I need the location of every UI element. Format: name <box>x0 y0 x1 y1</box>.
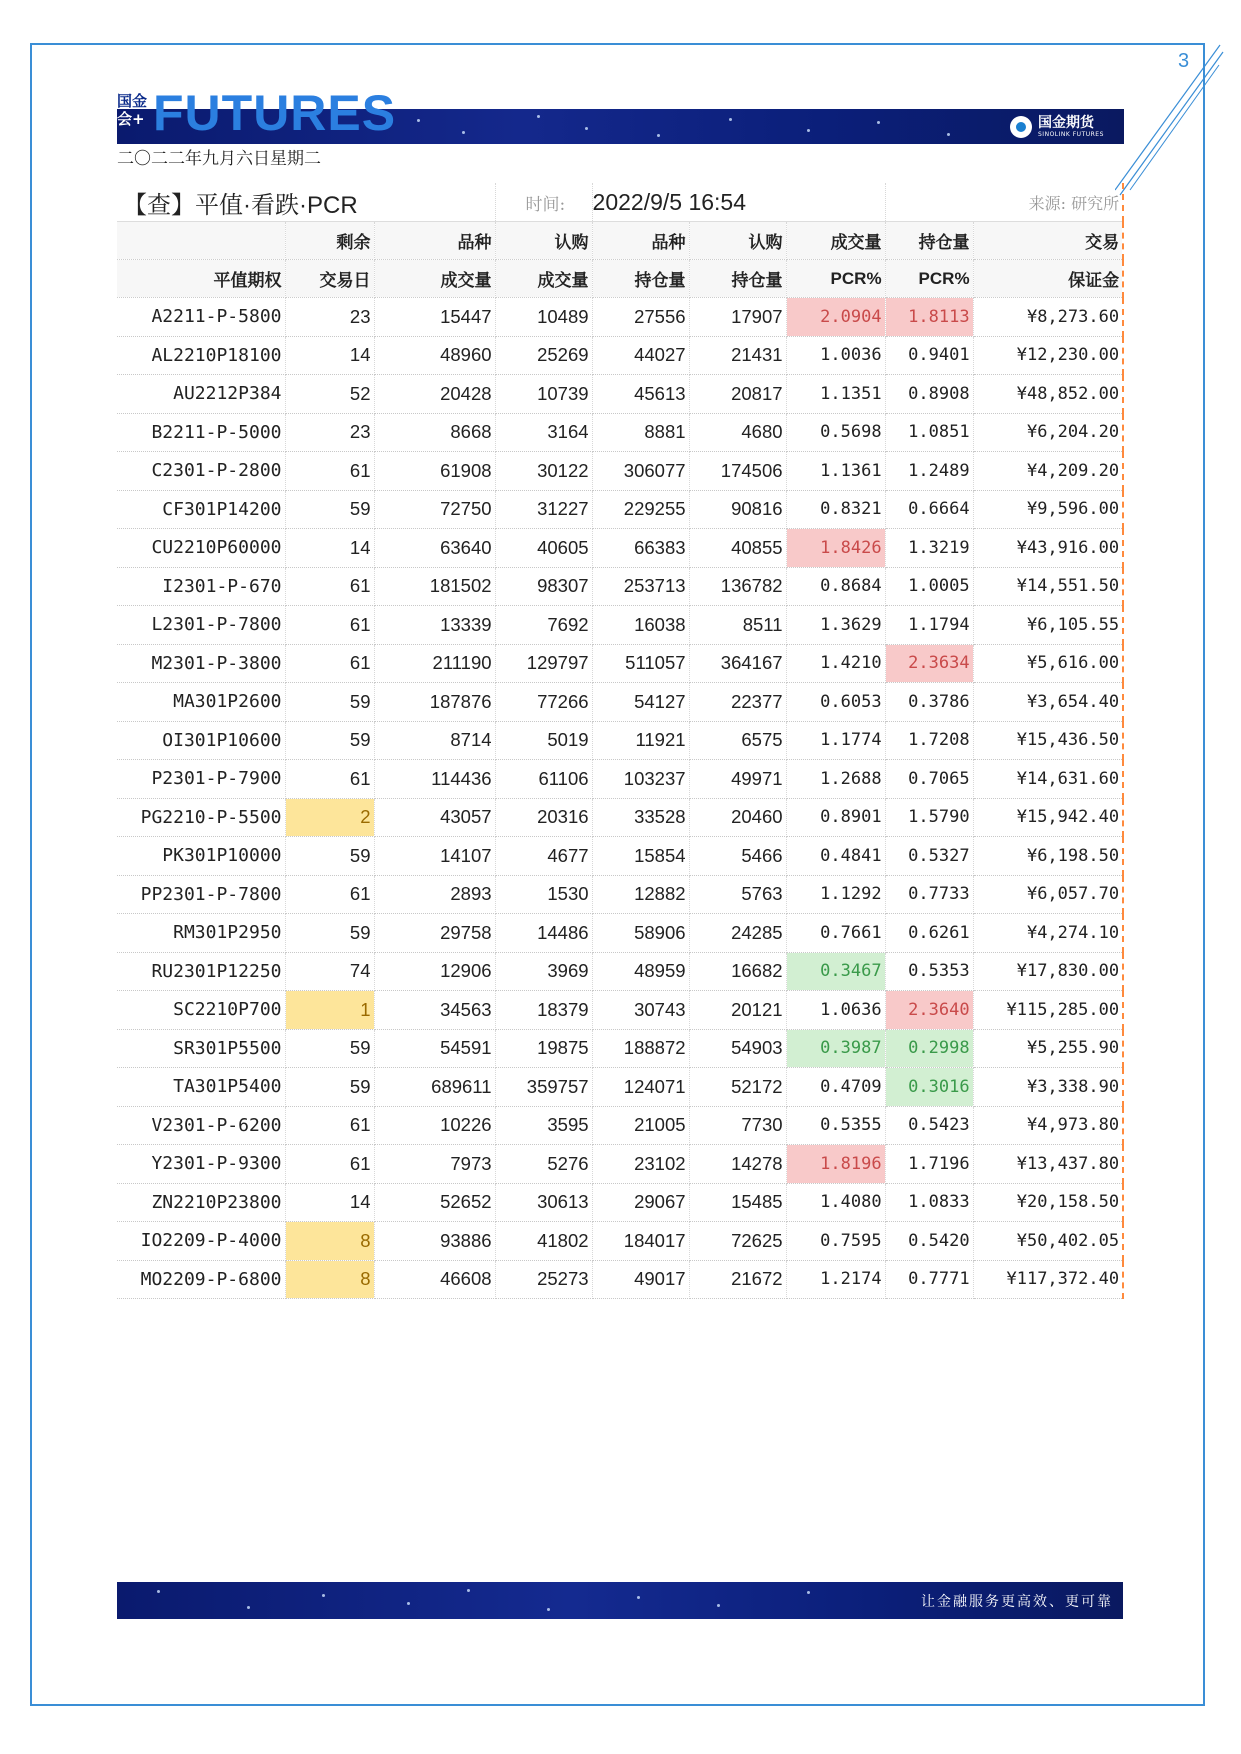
cell-margin: ¥6,198.50 <box>973 837 1123 876</box>
header-top-4: 品种 <box>592 222 689 260</box>
cell-vol: 689611 <box>374 1068 495 1107</box>
cell-days: 1 <box>285 991 374 1030</box>
table-row <box>117 1106 1123 1145</box>
cell-margin: ¥6,204.20 <box>973 413 1123 452</box>
table-row <box>117 644 1123 683</box>
table-row <box>117 298 1123 337</box>
table-row <box>117 490 1123 529</box>
cell-vol-pcr: 1.2688 <box>786 760 885 799</box>
cell-vol-pcr: 1.1351 <box>786 375 885 414</box>
cell-call-oi: 7730 <box>689 1106 786 1145</box>
cell-days: 61 <box>285 760 374 799</box>
table-row <box>117 914 1123 953</box>
cell-days: 23 <box>285 298 374 337</box>
cell-vol: 63640 <box>374 529 495 568</box>
table-row <box>117 875 1123 914</box>
cell-vol-pcr: 0.6053 <box>786 683 885 722</box>
cell-margin: ¥48,852.00 <box>973 375 1123 414</box>
cell-oi-pcr: 1.3219 <box>885 529 973 568</box>
cell-margin: ¥4,973.80 <box>973 1106 1123 1145</box>
cell-oi: 45613 <box>592 375 689 414</box>
cell-vol-pcr: 2.0904 <box>786 298 885 337</box>
cell-oi: 188872 <box>592 1029 689 1068</box>
cell-call-vol: 19875 <box>495 1029 592 1068</box>
cell-call-oi: 90816 <box>689 490 786 529</box>
cell-margin: ¥14,631.60 <box>973 760 1123 799</box>
cell-oi-pcr: 2.3640 <box>885 991 973 1030</box>
cell-name: V2301-P-6200 <box>117 1106 285 1145</box>
cell-oi: 30743 <box>592 991 689 1030</box>
pcr-table-wrapper <box>117 183 1123 1299</box>
cell-call-vol: 3595 <box>495 1106 592 1145</box>
cell-margin: ¥14,551.50 <box>973 567 1123 606</box>
cell-oi: 12882 <box>592 875 689 914</box>
cell-call-oi: 40855 <box>689 529 786 568</box>
cell-oi-pcr: 1.7196 <box>885 1145 973 1184</box>
cell-vol: 211190 <box>374 644 495 683</box>
header-top-6: 成交量 <box>786 222 885 260</box>
cell-name: AU2212P384 <box>117 375 285 414</box>
cell-call-oi: 72625 <box>689 1222 786 1261</box>
cell-vol-pcr: 0.5355 <box>786 1106 885 1145</box>
cell-call-oi: 8511 <box>689 606 786 645</box>
cell-vol-pcr: 0.4709 <box>786 1068 885 1107</box>
cell-oi-pcr: 1.0005 <box>885 567 973 606</box>
cell-margin: ¥115,285.00 <box>973 991 1123 1030</box>
cell-name: MO2209-P-6800 <box>117 1260 285 1299</box>
cell-call-vol: 18379 <box>495 991 592 1030</box>
cell-call-oi: 20817 <box>689 375 786 414</box>
cell-call-oi: 15485 <box>689 1183 786 1222</box>
cell-vol-pcr: 1.2174 <box>786 1260 885 1299</box>
cell-name: Y2301-P-9300 <box>117 1145 285 1184</box>
cell-margin: ¥13,437.80 <box>973 1145 1123 1184</box>
cell-margin: ¥117,372.40 <box>973 1260 1123 1299</box>
cell-days: 14 <box>285 529 374 568</box>
cell-days: 8 <box>285 1222 374 1261</box>
cell-call-vol: 61106 <box>495 760 592 799</box>
cell-days: 74 <box>285 952 374 991</box>
cell-oi: 29067 <box>592 1183 689 1222</box>
cell-call-vol: 25269 <box>495 336 592 375</box>
cell-vol-pcr: 0.8684 <box>786 567 885 606</box>
cell-call-vol: 5019 <box>495 721 592 760</box>
cell-call-oi: 5763 <box>689 875 786 914</box>
cell-call-vol: 20316 <box>495 798 592 837</box>
cell-name: MA301P2600 <box>117 683 285 722</box>
cell-vol: 93886 <box>374 1222 495 1261</box>
cell-vol-pcr: 0.4841 <box>786 837 885 876</box>
cell-oi: 16038 <box>592 606 689 645</box>
cell-oi: 66383 <box>592 529 689 568</box>
cell-vol: 13339 <box>374 606 495 645</box>
cell-oi-pcr: 0.9401 <box>885 336 973 375</box>
cell-vol-pcr: 1.8196 <box>786 1145 885 1184</box>
cell-vol-pcr: 1.1292 <box>786 875 885 914</box>
cell-days: 59 <box>285 683 374 722</box>
cell-vol-pcr: 0.8901 <box>786 798 885 837</box>
cell-call-oi: 4680 <box>689 413 786 452</box>
cell-call-vol: 25273 <box>495 1260 592 1299</box>
cell-oi-pcr: 1.0851 <box>885 413 973 452</box>
cell-call-oi: 21431 <box>689 336 786 375</box>
cell-vol-pcr: 0.3467 <box>786 952 885 991</box>
cell-vol: 72750 <box>374 490 495 529</box>
header-row-bottom <box>117 260 1123 298</box>
cell-oi: 184017 <box>592 1222 689 1261</box>
cell-oi: 11921 <box>592 721 689 760</box>
cell-vol: 114436 <box>374 760 495 799</box>
cell-name: OI301P10600 <box>117 721 285 760</box>
cell-days: 61 <box>285 606 374 645</box>
cell-margin: ¥4,209.20 <box>973 452 1123 491</box>
cell-vol: 34563 <box>374 991 495 1030</box>
cell-vol: 20428 <box>374 375 495 414</box>
cell-days: 2 <box>285 798 374 837</box>
cell-oi: 253713 <box>592 567 689 606</box>
cell-name: C2301-P-2800 <box>117 452 285 491</box>
cell-call-vol: 1530 <box>495 875 592 914</box>
cell-name: IO2209-P-4000 <box>117 1222 285 1261</box>
cell-call-vol: 3164 <box>495 413 592 452</box>
cell-oi: 21005 <box>592 1106 689 1145</box>
cell-vol-pcr: 0.7595 <box>786 1222 885 1261</box>
table-row <box>117 567 1123 606</box>
header-top-8: 交易 <box>973 222 1123 260</box>
cell-call-vol: 129797 <box>495 644 592 683</box>
cell-call-vol: 41802 <box>495 1222 592 1261</box>
footer-slogan: 让金融服务更高效、更可靠 <box>921 1594 1113 1610</box>
cell-days: 61 <box>285 1106 374 1145</box>
cell-oi-pcr: 0.3016 <box>885 1068 973 1107</box>
cell-vol: 52652 <box>374 1183 495 1222</box>
header-top-1: 剩余 <box>285 222 374 260</box>
cell-days: 61 <box>285 644 374 683</box>
cell-call-vol: 7692 <box>495 606 592 645</box>
header-bottom-6: PCR% <box>786 260 885 298</box>
cell-days: 14 <box>285 336 374 375</box>
cell-days: 59 <box>285 721 374 760</box>
cell-vol-pcr: 1.4210 <box>786 644 885 683</box>
cell-name: RM301P2950 <box>117 914 285 953</box>
cell-call-vol: 77266 <box>495 683 592 722</box>
source-label: 来源: 研究所 <box>885 183 1123 222</box>
cell-vol-pcr: 1.0036 <box>786 336 885 375</box>
table-row <box>117 413 1123 452</box>
cell-days: 14 <box>285 1183 374 1222</box>
cell-call-oi: 52172 <box>689 1068 786 1107</box>
table-row <box>117 529 1123 568</box>
table-row <box>117 1145 1123 1184</box>
cell-call-oi: 21672 <box>689 1260 786 1299</box>
table-row <box>117 1068 1123 1107</box>
cell-vol: 54591 <box>374 1029 495 1068</box>
cell-call-vol: 30613 <box>495 1183 592 1222</box>
pcr-table <box>117 183 1124 1299</box>
cell-call-oi: 20121 <box>689 991 786 1030</box>
cell-margin: ¥3,654.40 <box>973 683 1123 722</box>
cell-oi: 23102 <box>592 1145 689 1184</box>
cell-oi: 8881 <box>592 413 689 452</box>
cell-vol: 8668 <box>374 413 495 452</box>
cell-oi: 103237 <box>592 760 689 799</box>
cell-vol: 8714 <box>374 721 495 760</box>
cell-days: 59 <box>285 914 374 953</box>
table-row <box>117 452 1123 491</box>
header-bottom-0: 平值期权 <box>117 260 285 298</box>
page-number: 3 <box>1178 50 1190 72</box>
cell-vol-pcr: 1.3629 <box>786 606 885 645</box>
cell-call-oi: 136782 <box>689 567 786 606</box>
table-row <box>117 798 1123 837</box>
cell-call-vol: 30122 <box>495 452 592 491</box>
cell-name: I2301-P-670 <box>117 567 285 606</box>
table-row <box>117 952 1123 991</box>
header-bottom-5: 持仓量 <box>689 260 786 298</box>
cell-name: ZN2210P23800 <box>117 1183 285 1222</box>
cell-call-oi: 49971 <box>689 760 786 799</box>
cell-oi: 54127 <box>592 683 689 722</box>
cell-days: 59 <box>285 490 374 529</box>
cell-margin: ¥5,616.00 <box>973 644 1123 683</box>
cell-margin: ¥3,338.90 <box>973 1068 1123 1107</box>
cell-call-oi: 14278 <box>689 1145 786 1184</box>
cell-vol: 43057 <box>374 798 495 837</box>
cell-name: P2301-P-7900 <box>117 760 285 799</box>
cell-vol-pcr: 0.3987 <box>786 1029 885 1068</box>
cell-name: CU2210P60000 <box>117 529 285 568</box>
cell-name: TA301P5400 <box>117 1068 285 1107</box>
cell-call-vol: 10739 <box>495 375 592 414</box>
cell-name: AL2210P18100 <box>117 336 285 375</box>
cell-name: PP2301-P-7800 <box>117 875 285 914</box>
table-row <box>117 683 1123 722</box>
table-row <box>117 1029 1123 1068</box>
cell-vol: 48960 <box>374 336 495 375</box>
cell-oi-pcr: 0.5423 <box>885 1106 973 1145</box>
cell-days: 61 <box>285 567 374 606</box>
cell-vol: 187876 <box>374 683 495 722</box>
cell-oi-pcr: 1.5790 <box>885 798 973 837</box>
cell-days: 23 <box>285 413 374 452</box>
cell-margin: ¥50,402.05 <box>973 1222 1123 1261</box>
header-top-2: 品种 <box>374 222 495 260</box>
cell-oi: 229255 <box>592 490 689 529</box>
cell-name: RU2301P12250 <box>117 952 285 991</box>
header-bottom-7: PCR% <box>885 260 973 298</box>
cell-days: 59 <box>285 1068 374 1107</box>
cell-margin: ¥17,830.00 <box>973 952 1123 991</box>
cell-vol-pcr: 1.1361 <box>786 452 885 491</box>
cell-vol: 61908 <box>374 452 495 491</box>
cell-name: PG2210-P-5500 <box>117 798 285 837</box>
cell-call-vol: 31227 <box>495 490 592 529</box>
cell-margin: ¥8,273.60 <box>973 298 1123 337</box>
brand-logo: 国金期货 SINOLINK FUTURES <box>1010 113 1104 141</box>
cell-days: 61 <box>285 1145 374 1184</box>
header-bottom-8: 保证金 <box>973 260 1123 298</box>
cell-oi: 27556 <box>592 298 689 337</box>
logo-futures-text: FUTURES <box>153 85 397 141</box>
cell-vol: 12906 <box>374 952 495 991</box>
cell-oi-pcr: 1.8113 <box>885 298 973 337</box>
cell-oi: 58906 <box>592 914 689 953</box>
time-value: 2022/9/5 16:54 <box>592 183 885 222</box>
table-row <box>117 336 1123 375</box>
cell-call-oi: 16682 <box>689 952 786 991</box>
cell-margin: ¥5,255.90 <box>973 1029 1123 1068</box>
cell-name: PK301P10000 <box>117 837 285 876</box>
cell-vol-pcr: 1.8426 <box>786 529 885 568</box>
cell-days: 52 <box>285 375 374 414</box>
cell-oi-pcr: 1.7208 <box>885 721 973 760</box>
cell-oi-pcr: 0.7771 <box>885 1260 973 1299</box>
header-top-5: 认购 <box>689 222 786 260</box>
report-date: 二〇二二年九月六日星期二 <box>117 149 321 169</box>
cell-call-vol: 14486 <box>495 914 592 953</box>
time-label: 时间: <box>495 183 592 222</box>
cell-vol-pcr: 1.1774 <box>786 721 885 760</box>
cell-name: L2301-P-7800 <box>117 606 285 645</box>
cell-call-oi: 364167 <box>689 644 786 683</box>
cell-oi: 15854 <box>592 837 689 876</box>
cell-margin: ¥6,057.70 <box>973 875 1123 914</box>
cell-oi: 33528 <box>592 798 689 837</box>
cell-call-vol: 40605 <box>495 529 592 568</box>
cell-name: B2211-P-5000 <box>117 413 285 452</box>
cell-margin: ¥6,105.55 <box>973 606 1123 645</box>
cell-name: SC2210P700 <box>117 991 285 1030</box>
table-row <box>117 760 1123 799</box>
cell-oi: 511057 <box>592 644 689 683</box>
cell-oi: 306077 <box>592 452 689 491</box>
cell-call-oi: 24285 <box>689 914 786 953</box>
header-bottom-3: 成交量 <box>495 260 592 298</box>
cell-vol: 29758 <box>374 914 495 953</box>
footer-banner <box>117 1582 1123 1619</box>
cell-margin: ¥15,942.40 <box>973 798 1123 837</box>
table-row <box>117 606 1123 645</box>
cell-oi-pcr: 0.8908 <box>885 375 973 414</box>
cell-margin: ¥9,596.00 <box>973 490 1123 529</box>
cell-oi-pcr: 0.3786 <box>885 683 973 722</box>
cell-vol: 2893 <box>374 875 495 914</box>
logo-cn: 国金 会+ <box>117 92 148 128</box>
corner-decoration <box>1115 40 1225 200</box>
cell-call-oi: 17907 <box>689 298 786 337</box>
cell-oi-pcr: 1.0833 <box>885 1183 973 1222</box>
cell-oi-pcr: 1.2489 <box>885 452 973 491</box>
cell-call-vol: 10489 <box>495 298 592 337</box>
cell-vol: 46608 <box>374 1260 495 1299</box>
brand-mark-icon <box>1010 116 1032 138</box>
header-bottom-1: 交易日 <box>285 260 374 298</box>
cell-name: A2211-P-5800 <box>117 298 285 337</box>
cell-call-vol: 98307 <box>495 567 592 606</box>
cell-vol: 14107 <box>374 837 495 876</box>
table-row <box>117 1260 1123 1299</box>
cell-name: M2301-P-3800 <box>117 644 285 683</box>
table-title-row <box>117 183 1123 222</box>
cell-call-vol: 5276 <box>495 1145 592 1184</box>
cell-oi: 49017 <box>592 1260 689 1299</box>
table-row <box>117 721 1123 760</box>
cell-vol: 181502 <box>374 567 495 606</box>
cell-call-vol: 4677 <box>495 837 592 876</box>
cell-name: SR301P5500 <box>117 1029 285 1068</box>
cell-oi-pcr: 0.6664 <box>885 490 973 529</box>
cell-vol-pcr: 0.5698 <box>786 413 885 452</box>
cell-oi-pcr: 0.5420 <box>885 1222 973 1261</box>
cell-call-oi: 54903 <box>689 1029 786 1068</box>
table-row <box>117 375 1123 414</box>
cell-days: 61 <box>285 875 374 914</box>
cell-oi: 48959 <box>592 952 689 991</box>
cell-margin: ¥20,158.50 <box>973 1183 1123 1222</box>
cell-vol: 15447 <box>374 298 495 337</box>
cell-call-vol: 359757 <box>495 1068 592 1107</box>
cell-vol-pcr: 0.7661 <box>786 914 885 953</box>
cell-call-oi: 174506 <box>689 452 786 491</box>
cell-oi-pcr: 0.2998 <box>885 1029 973 1068</box>
cell-vol-pcr: 0.8321 <box>786 490 885 529</box>
table-row <box>117 837 1123 876</box>
cell-days: 8 <box>285 1260 374 1299</box>
cell-oi: 44027 <box>592 336 689 375</box>
cell-vol: 10226 <box>374 1106 495 1145</box>
cell-oi-pcr: 0.5353 <box>885 952 973 991</box>
header-bottom-4: 持仓量 <box>592 260 689 298</box>
table-row <box>117 1222 1123 1261</box>
cell-oi-pcr: 0.5327 <box>885 837 973 876</box>
cell-vol-pcr: 1.0636 <box>786 991 885 1030</box>
cell-call-oi: 5466 <box>689 837 786 876</box>
cell-margin: ¥4,274.10 <box>973 914 1123 953</box>
header-top-3: 认购 <box>495 222 592 260</box>
cell-oi-pcr: 2.3634 <box>885 644 973 683</box>
cell-days: 61 <box>285 452 374 491</box>
header-bottom-2: 成交量 <box>374 260 495 298</box>
cell-vol-pcr: 1.4080 <box>786 1183 885 1222</box>
cell-oi-pcr: 0.7065 <box>885 760 973 799</box>
header-top-0 <box>117 222 285 260</box>
cell-days: 59 <box>285 1029 374 1068</box>
cell-vol: 7973 <box>374 1145 495 1184</box>
cell-oi: 124071 <box>592 1068 689 1107</box>
cell-margin: ¥15,436.50 <box>973 721 1123 760</box>
cell-call-oi: 6575 <box>689 721 786 760</box>
header-top-7: 持仓量 <box>885 222 973 260</box>
cell-margin: ¥12,230.00 <box>973 336 1123 375</box>
cell-margin: ¥43,916.00 <box>973 529 1123 568</box>
cell-call-oi: 20460 <box>689 798 786 837</box>
cell-oi-pcr: 0.6261 <box>885 914 973 953</box>
cell-call-vol: 3969 <box>495 952 592 991</box>
table-row <box>117 991 1123 1030</box>
table-row <box>117 1183 1123 1222</box>
cell-name: CF301P14200 <box>117 490 285 529</box>
table-title: 【查】平值·看跌·PCR <box>117 183 495 222</box>
cell-days: 59 <box>285 837 374 876</box>
cell-oi-pcr: 1.1794 <box>885 606 973 645</box>
cell-call-oi: 22377 <box>689 683 786 722</box>
header-row-top <box>117 222 1123 260</box>
cell-oi-pcr: 0.7733 <box>885 875 973 914</box>
